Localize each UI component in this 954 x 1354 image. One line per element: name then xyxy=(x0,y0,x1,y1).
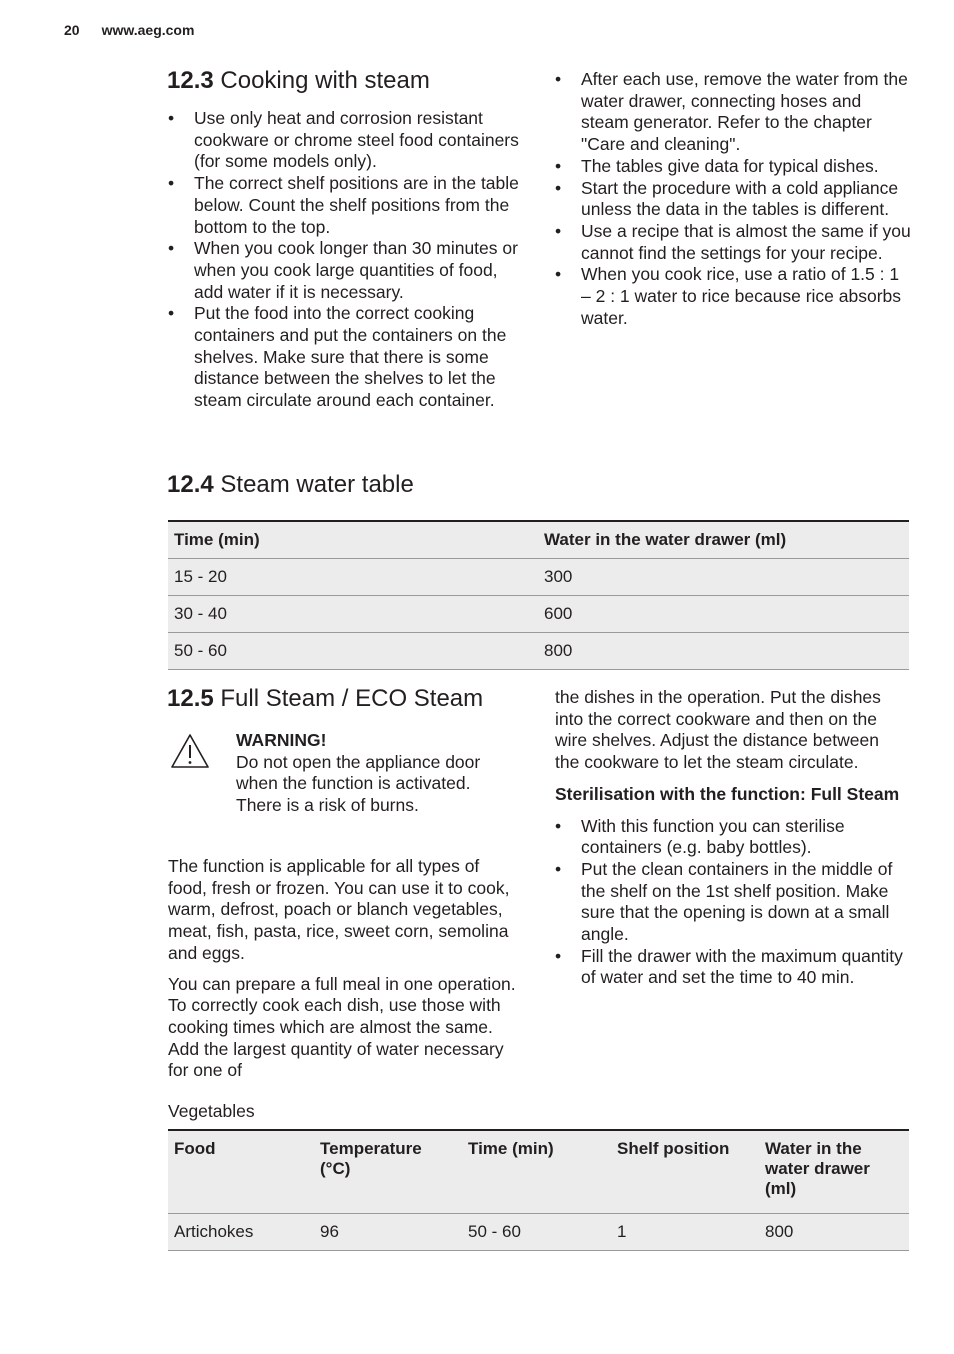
page-header xyxy=(64,22,216,38)
paragraph: You can prepare a full meal in one operation. To correctly cook each dish, use those with cooking times which are almost the same. Add the largest quantity of water necessary for one of xyxy=(168,973,516,1081)
page-number: 20 xyxy=(64,22,80,38)
site-url: www.aeg.com xyxy=(101,22,195,38)
table-cell: 800 xyxy=(759,1213,909,1250)
table-cell: 600 xyxy=(538,595,909,632)
table-cell: 300 xyxy=(538,558,909,595)
list-item: • Fill the drawer with the maximum quantity of water and set the time to 40 min. xyxy=(555,946,905,989)
table-row xyxy=(168,632,909,669)
vegetables-table xyxy=(168,1129,909,1251)
section-title: Full Steam / ECO Steam xyxy=(220,685,484,712)
cooking-tips-list-left xyxy=(168,108,524,412)
section-title: Steam water table xyxy=(220,471,414,498)
warning-box xyxy=(236,730,486,817)
table-row xyxy=(168,595,909,632)
warning-title: WARNING! xyxy=(236,730,327,750)
left-column-text xyxy=(168,856,523,1091)
right-column-text xyxy=(555,687,905,989)
table-cell: Artichokes xyxy=(168,1213,314,1250)
list-item: • Put the food into the correct cooking containers and put the containers on the shelves. Make sure that there is some distance between the shelves to let the steam circulate around each container. xyxy=(168,303,524,412)
table-cell: 30 - 40 xyxy=(168,595,538,632)
section-number: 12.3 xyxy=(167,67,214,94)
table-caption: Vegetables xyxy=(168,1101,255,1121)
column-header: Time (min) xyxy=(168,521,538,558)
list-item: • The correct shelf positions are in the table below. Count the shelf positions from the bottom to the top. xyxy=(168,173,524,238)
column-header: Shelf position xyxy=(611,1130,759,1213)
table-cell: 800 xyxy=(538,632,909,669)
list-item: • When you cook rice, use a ratio of 1.5 : 1 – 2 : 1 water to rice because rice absorbs water. xyxy=(555,264,911,329)
steam-water-table xyxy=(168,520,909,670)
column-header: Food xyxy=(168,1130,314,1213)
table-cell: 15 - 20 xyxy=(168,558,538,595)
section-heading-12-5 xyxy=(167,684,483,714)
table-cell: 50 - 60 xyxy=(462,1213,611,1250)
section-title: Cooking with steam xyxy=(220,67,430,94)
table-row xyxy=(168,558,909,595)
table-cell: 50 - 60 xyxy=(168,632,538,669)
section-heading-12-4 xyxy=(167,470,414,500)
table-row xyxy=(168,1213,909,1250)
list-item: • The tables give data for typical dishes. xyxy=(555,156,911,178)
table-cell: 1 xyxy=(611,1213,759,1250)
sterilisation-list xyxy=(555,816,905,990)
table-cell: 96 xyxy=(314,1213,462,1250)
list-item: • With this function you can sterilise containers (e.g. baby bottles). xyxy=(555,816,905,859)
list-item: • Put the clean containers in the middle of the shelf on the 1st shelf position. Make sure that the opening is down at a small angle. xyxy=(555,859,905,946)
sub-heading: Sterilisation with the function: Full Steam xyxy=(555,783,900,804)
column-header: Temperature (°C) xyxy=(314,1130,462,1213)
warning-icon xyxy=(170,733,210,774)
section-number: 12.5 xyxy=(167,685,214,712)
paragraph: the dishes in the operation. Put the dishes into the correct cookware and then on the wire shelves. Adjust the distance between the cookware to let the steam circulate. xyxy=(555,687,881,773)
list-item: • After each use, remove the water from the water drawer, connecting hoses and steam generator. Refer to the chapter "Care and cleaning". xyxy=(555,69,911,156)
warning-text: Do not open the appliance door when the function is activated. There is a risk of burns. xyxy=(236,751,481,816)
column-header: Water in the water drawer (ml) xyxy=(538,521,909,558)
paragraph: The function is applicable for all types of food, fresh or frozen. You can use it to cook, warm, defrost, poach or blanch vegetables, meat, fish, pasta, rice, sweet corn, semolina and eggs. xyxy=(168,856,510,963)
list-item: • Use a recipe that is almost the same if you cannot find the settings for your recipe. xyxy=(555,221,911,264)
column-header: Water in the water drawer (ml) xyxy=(759,1130,909,1213)
cooking-tips-list-right xyxy=(555,69,911,329)
section-number: 12.4 xyxy=(167,471,214,498)
section-heading-12-3 xyxy=(167,66,430,96)
list-item: • When you cook longer than 30 minutes or when you cook large quantities of food, add water if it is necessary. xyxy=(168,238,524,303)
column-header: Time (min) xyxy=(462,1130,611,1213)
list-item: • Use only heat and corrosion resistant cookware or chrome steel food containers (for some models only). xyxy=(168,108,524,173)
list-item: • Start the procedure with a cold appliance unless the data in the tables is different. xyxy=(555,178,911,221)
